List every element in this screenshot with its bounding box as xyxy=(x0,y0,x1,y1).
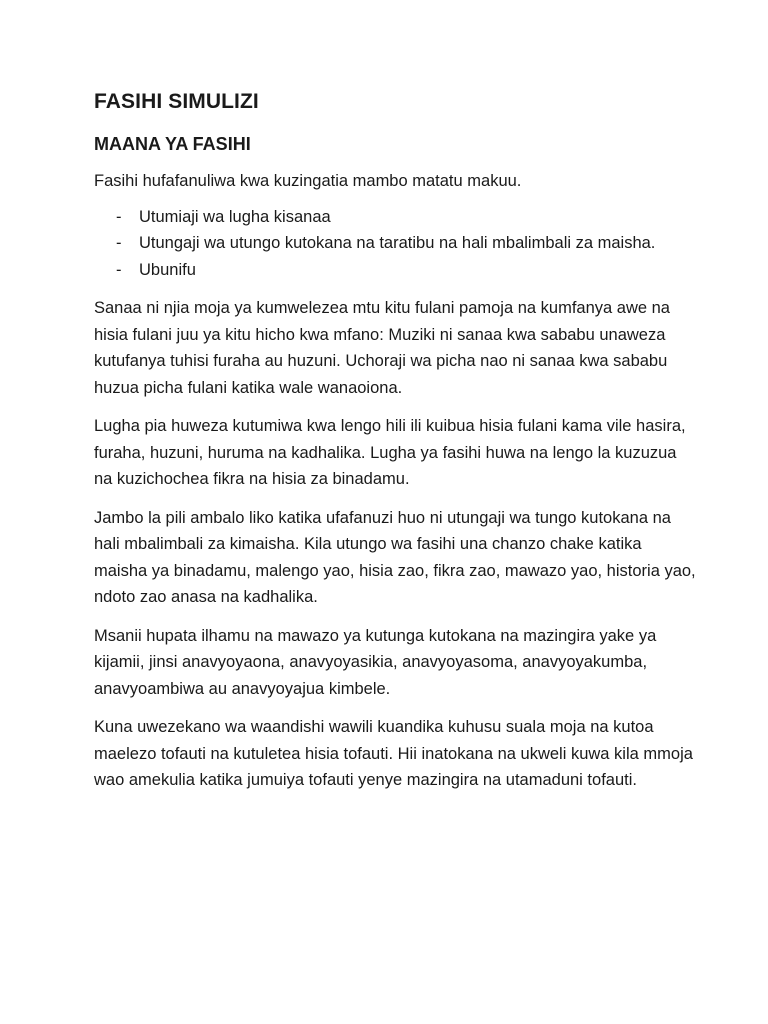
body-paragraph: Msanii hupata ilhamu na mawazo ya kutunga kutokana na mazingira yake ya kijamii, jinsi anavyoyaona, anavyoyasikia, anavyoyasoma, anavyoyakumba, anavyoambiwa au anavyoyajua kimbele. xyxy=(94,626,657,698)
list-marker: - xyxy=(116,234,122,252)
section-heading: MAANA YA FASIHI xyxy=(94,134,251,154)
body-paragraph: Lugha pia huweza kutumiwa kwa lengo hili ili kuibua hisia fulani kama vile hasira, furaha, huzuni, huruma na kadhalika. Lugha ya fasihi huwa na lengo la kuzuzua na kuzichochea fikra na hisia za binadamu. xyxy=(94,417,686,488)
body-paragraph: Jambo la pili ambalo liko katika ufafanuzi huo ni utungaji wa tungo kutokana na hali mbalimbali za kimaisha. Kila utungo wa fasihi una chanzo chake katika maisha ya binadamu, malengo yao, hisia zao, fikra zao, mawazo yao, historia yao, ndoto zao anasa na kadhalika. xyxy=(94,508,696,606)
document-title: FASIHI SIMULIZI xyxy=(94,90,259,113)
list-item xyxy=(94,230,698,257)
list-item-text: Ubunifu xyxy=(139,260,196,279)
list-item xyxy=(94,257,698,284)
intro-paragraph: Fasihi hufafanuliwa kwa kuzingatia mambo matatu makuu. xyxy=(94,172,522,190)
list-item-text: Utumiaji wa lugha kisanaa xyxy=(139,207,331,226)
list-item xyxy=(94,204,698,231)
body-paragraph: Kuna uwezekano wa waandishi wawili kuandika kuhusu suala moja na kutoa maelezo tofauti na kutuletea hisia tofauti. Hii inatokana na ukweli kuwa kila mmoja wao amekulia katika jumuiya tofauti yenye mazingira na utamaduni tofauti. xyxy=(94,718,693,789)
points-list xyxy=(94,204,698,284)
list-item-text: Utungaji wa utungo kutokana na taratibu na hali mbalimbali za maisha. xyxy=(139,234,656,252)
list-marker: - xyxy=(116,207,122,226)
body-paragraph: Sanaa ni njia moja ya kumwelezea mtu kitu fulani pamoja na kumfanya awe na hisia fulani juu ya kitu hicho kwa mfano: Muziki ni sanaa kwa sababu unaweza kutufanya tuhisi furaha au huzuni. Uchoraji wa picha nao ni sanaa kwa sababu huzua picha fulani katika wale wanaoiona. xyxy=(94,299,670,397)
list-marker: - xyxy=(116,260,122,279)
